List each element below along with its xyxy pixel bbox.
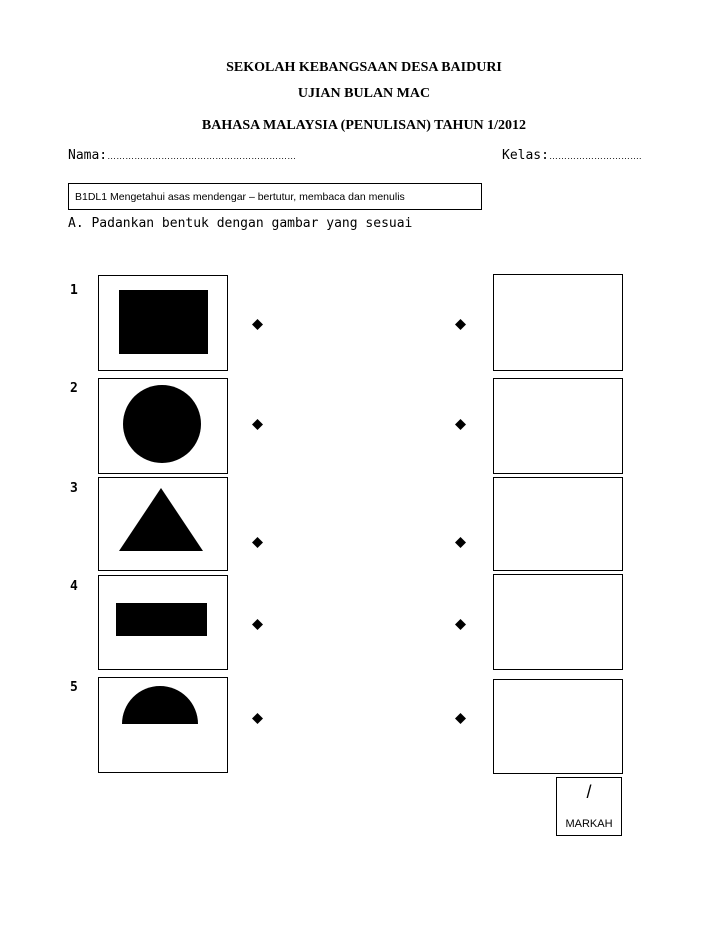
diamond-dot-right-2[interactable] [455, 419, 466, 430]
nama-field[interactable] [68, 146, 296, 164]
rectangle-shape [119, 290, 208, 354]
shape-box-4 [98, 575, 228, 670]
circle-shape [123, 385, 201, 463]
answer-box-1[interactable] [493, 274, 623, 371]
nama-label: Nama: [68, 148, 108, 163]
objective-box: B1DL1 Mengetahui asas mendengar – bertutur, membaca dan menulis [68, 183, 482, 210]
diamond-dot-left-2[interactable] [252, 419, 263, 430]
question-number: 4 [70, 579, 78, 594]
diamond-dot-right-1[interactable] [455, 319, 466, 330]
markah-slash: / [586, 782, 592, 802]
answer-box-5[interactable] [493, 679, 623, 774]
instruction: A. Padankan bentuk dengan gambar yang sesuai [68, 216, 413, 231]
diamond-dot-right-3[interactable] [455, 537, 466, 548]
kelas-label: Kelas: [502, 148, 549, 163]
kelas-dots: …………………………. [548, 151, 642, 161]
school-name: SEKOLAH KEBANGSAAN DESA BAIDURI [226, 60, 502, 75]
answer-box-3[interactable] [493, 477, 623, 571]
diamond-dot-right-4[interactable] [455, 619, 466, 630]
question-number: 3 [70, 481, 78, 496]
nama-dots: ……………………………………………………… [107, 151, 297, 161]
kelas-field[interactable] [502, 146, 641, 164]
diamond-dot-left-1[interactable] [252, 319, 263, 330]
markah-box[interactable] [556, 777, 622, 836]
answer-box-2[interactable] [493, 378, 623, 474]
rectangle-shape [116, 603, 207, 636]
shape-box-1 [98, 275, 228, 371]
question-number: 5 [70, 680, 78, 695]
diamond-dot-left-4[interactable] [252, 619, 263, 630]
diamond-dot-left-5[interactable] [252, 713, 263, 724]
question-number: 2 [70, 381, 78, 396]
semicircle-shape [122, 686, 198, 724]
question-number: 1 [70, 283, 78, 298]
answer-box-4[interactable] [493, 574, 623, 670]
diamond-dot-right-5[interactable] [455, 713, 466, 724]
shape-box-2 [98, 378, 228, 474]
shape-box-3 [98, 477, 228, 571]
triangle-shape [119, 488, 203, 551]
exam-title: UJIAN BULAN MAC [297, 86, 431, 101]
subject-title: BAHASA MALAYSIA (PENULISAN) TAHUN 1/2012 [201, 118, 527, 133]
markah-label: MARKAH [565, 818, 613, 830]
shape-box-5 [98, 677, 228, 773]
diamond-dot-left-3[interactable] [252, 537, 263, 548]
